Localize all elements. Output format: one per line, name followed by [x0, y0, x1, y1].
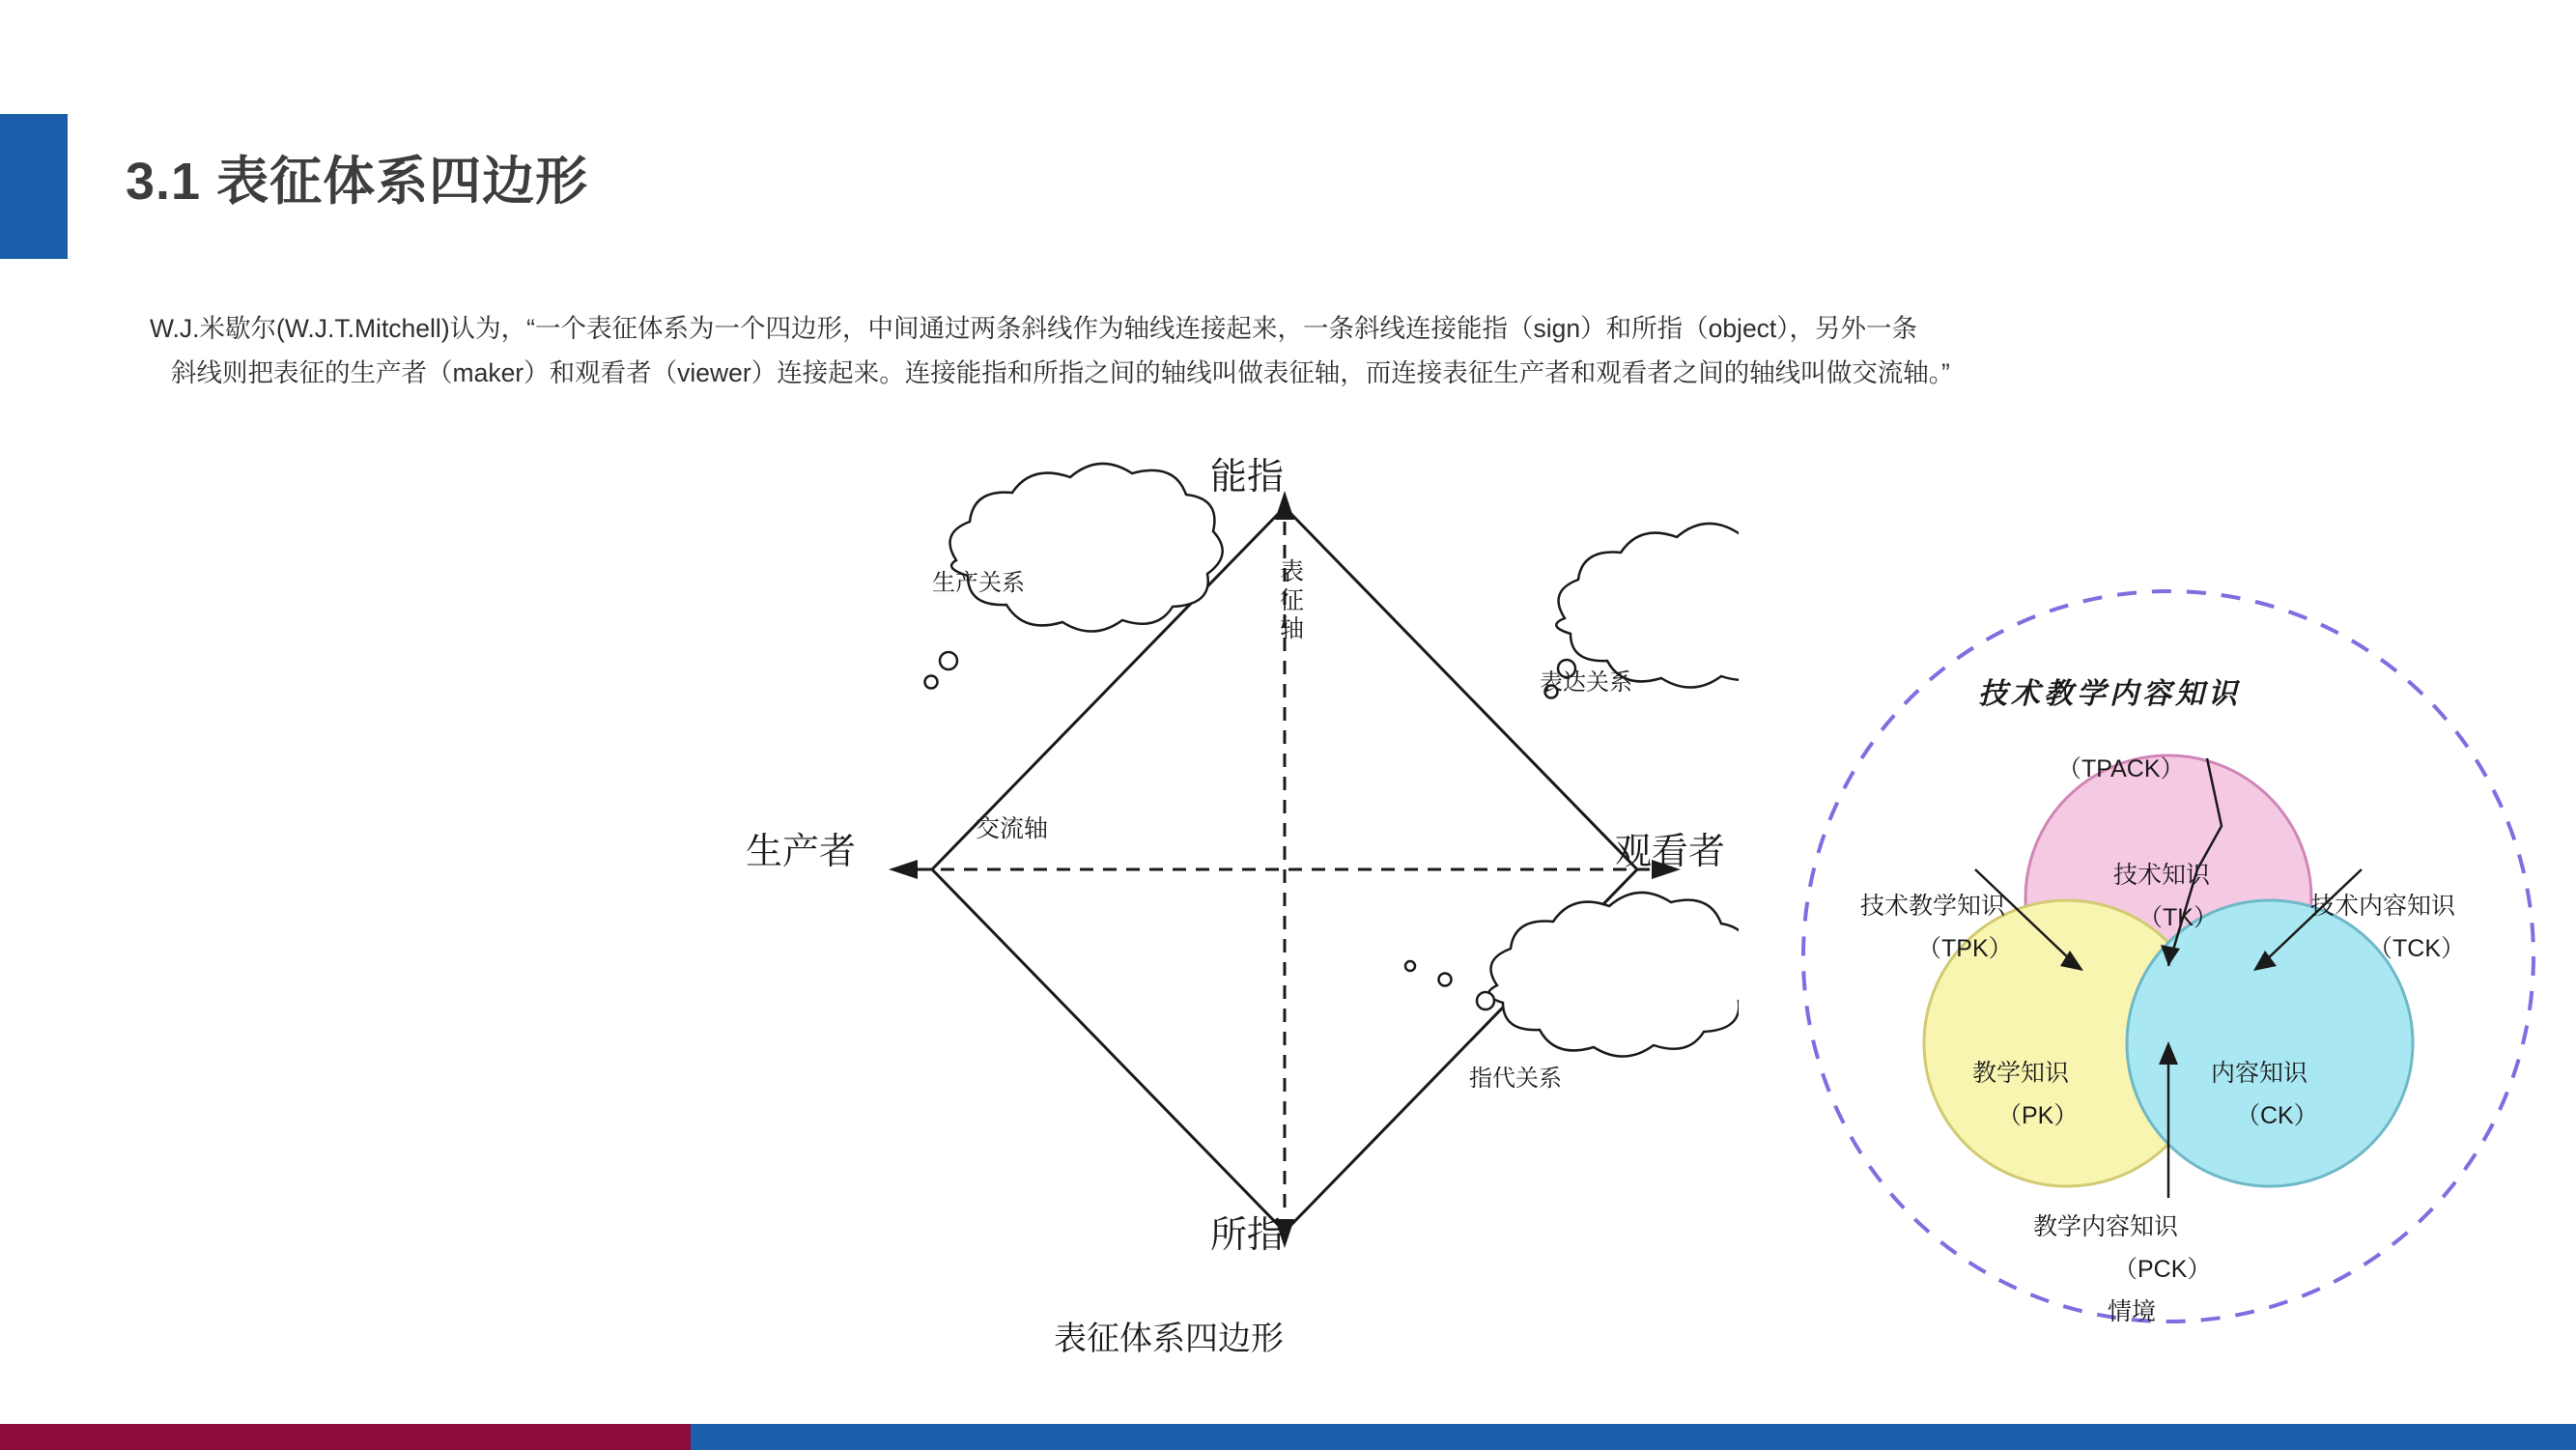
label-context: 情境 — [2108, 1298, 2157, 1325]
title-accent-bar — [0, 114, 68, 259]
callout-label-expression: 表达关系 — [1540, 669, 1632, 696]
label-pedagogy-knowledge: 教学知识 — [1972, 1060, 2070, 1087]
callout-label-reference: 指代关系 — [1469, 1066, 1562, 1092]
label-pck: 教学内容知识 — [2033, 1213, 2179, 1240]
paragraph-line-2: 斜线则把表征的生产者（maker）和观看者（viewer）连接起来。连接能指和所指之间的轴线叫做表征轴，而连接表征生产者和观看者之间的轴线叫做交流轴。” — [171, 357, 1950, 387]
label-technology-knowledge-abbr: （TK） — [2138, 904, 2218, 931]
label-tpk: 技术教学知识 — [1860, 893, 2006, 920]
vertex-label-right: 观看者 — [1615, 832, 1726, 872]
figure-caption: 表征体系四边形 — [1054, 1321, 1284, 1357]
label-tck-abbr: （TCK） — [2368, 935, 2466, 962]
label-content-knowledge: 内容知识 — [2211, 1060, 2308, 1087]
axis-label-vertical: 表征轴 — [1280, 558, 1305, 642]
tpack-title-abbr: （TPACK） — [2057, 755, 2185, 782]
paragraph-line-1: W.J.米歇尔(W.J.T.Mitchell)认为，“一个表征体系为一个四边形，中间通过两条斜线作为轴线连接起来，一条斜线连接能指（sign）和所指（object），另外一条 — [150, 314, 1918, 343]
label-content-knowledge-abbr: （CK） — [2236, 1102, 2318, 1129]
page-title: 3.1 表征体系四边形 — [126, 153, 589, 211]
slide-footer-bar — [0, 1424, 2576, 1450]
label-pedagogy-knowledge-abbr: （PK） — [1997, 1102, 2079, 1129]
label-tck: 技术内容知识 — [2310, 893, 2456, 920]
vertex-label-left: 生产者 — [746, 832, 857, 872]
label-pck-abbr: （PCK） — [2113, 1256, 2212, 1283]
axis-label-horizontal: 交流轴 — [976, 815, 1049, 842]
label-tpk-abbr: （TPK） — [1917, 935, 2013, 962]
tpack-title: 技术教学内容知识 — [1978, 678, 2241, 710]
intro-paragraph — [150, 307, 2429, 395]
representation-quadrilateral-figure — [599, 415, 1739, 1381]
callout-cloud-reference — [1405, 893, 1739, 1057]
footer-bar-right — [691, 1424, 2576, 1450]
quadrilateral-svg — [599, 415, 1739, 1381]
label-technology-knowledge: 技术知识 — [2113, 862, 2211, 889]
vertex-label-top: 能指 — [1210, 457, 1285, 498]
callout-label-production: 生产关系 — [932, 570, 1025, 596]
vertex-label-bottom: 所指 — [1210, 1215, 1285, 1256]
footer-bar-left — [0, 1424, 691, 1450]
horizontal-axis-arrow-left — [889, 860, 918, 879]
